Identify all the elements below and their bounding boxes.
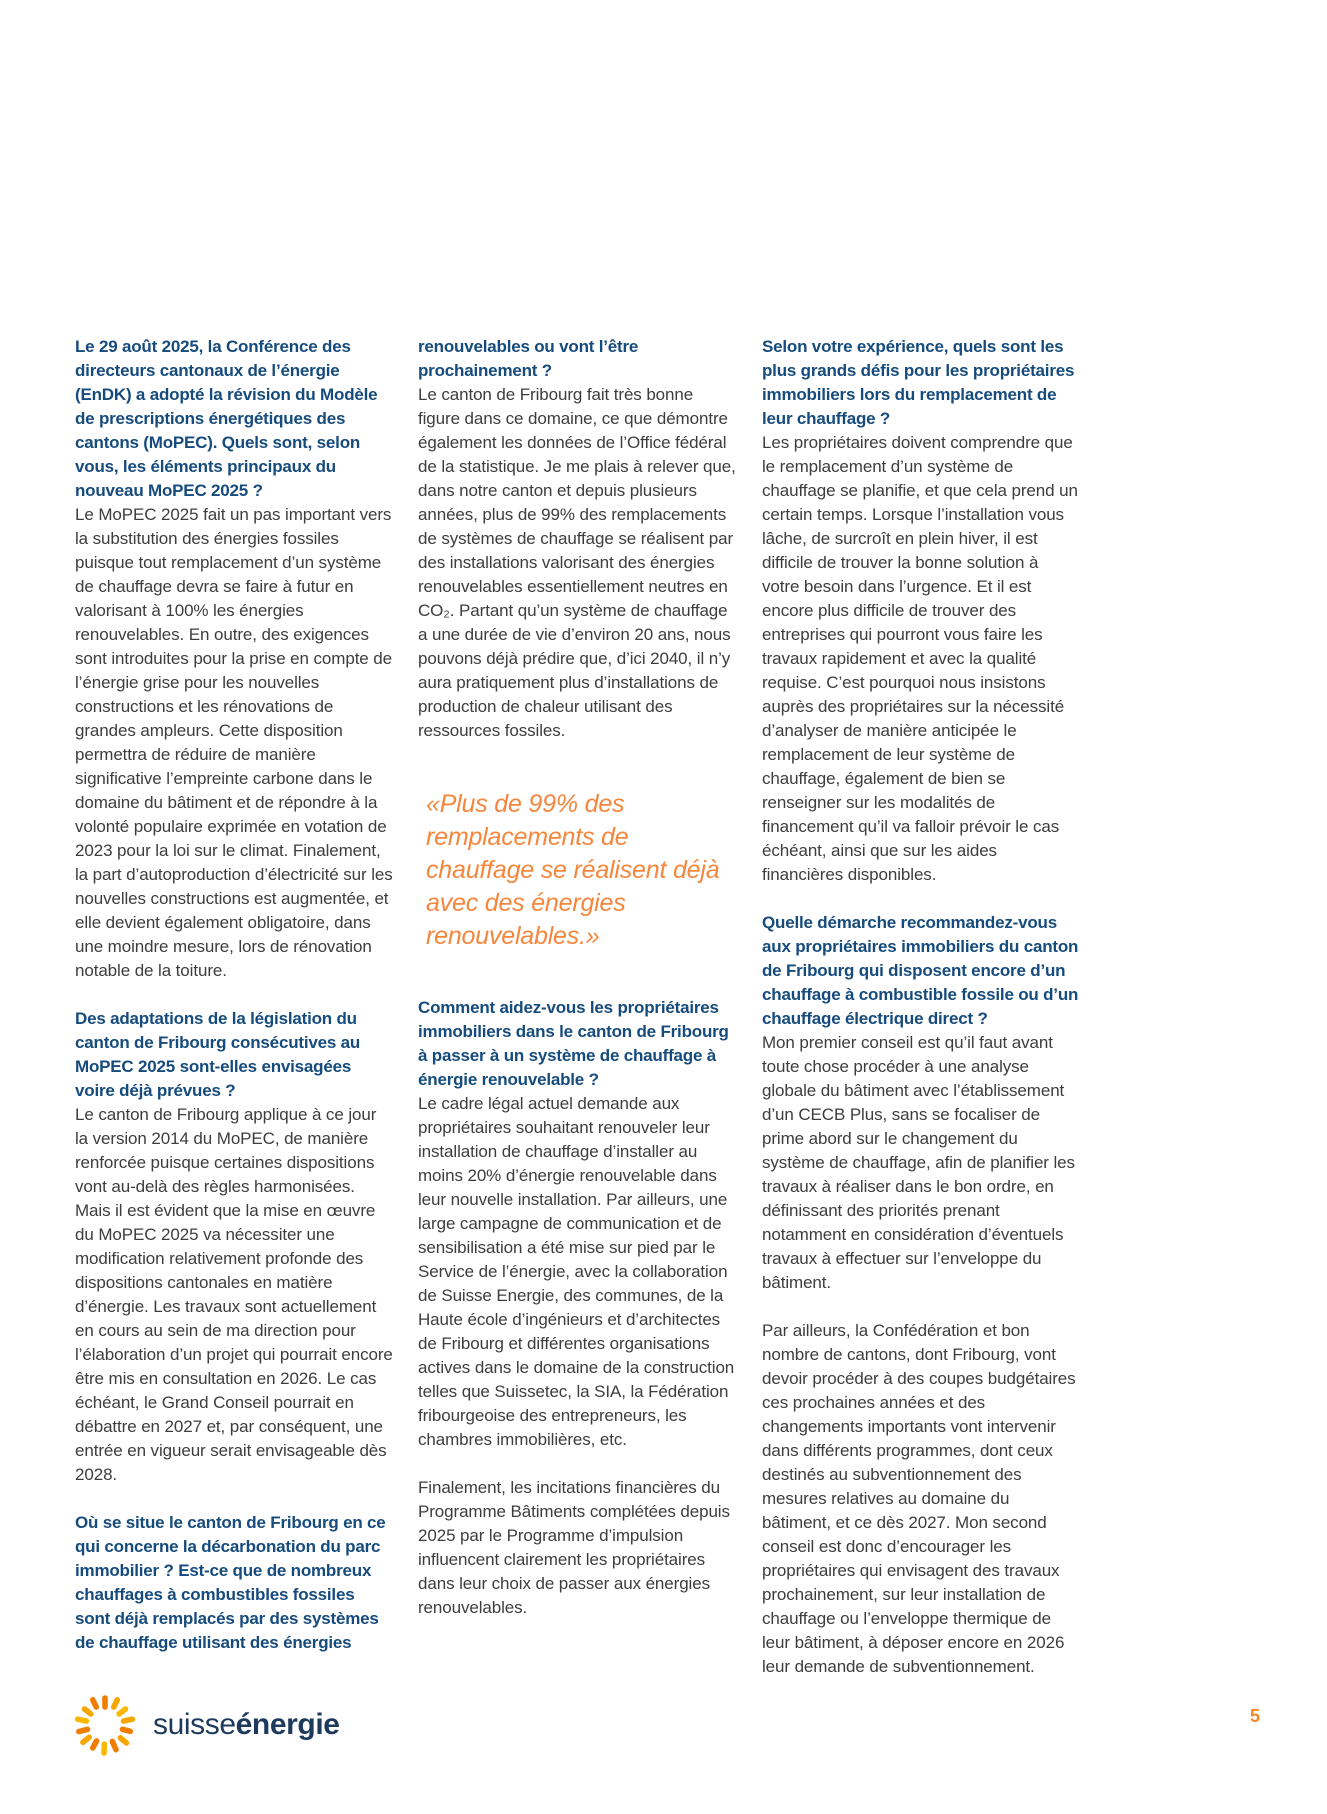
pull-quote: «Plus de 99% des remplacements de chauffage se réalisent déjà avec des énergies renouvelables.» [426, 790, 720, 950]
answer-paragraph: Le canton de Fribourg fait très bonne figure dans ce domaine, ce que démontre également les données de l’Office fédéral de la statistique. Je me plais à relever que, dans notre canton et depuis plusieurs années, plus de 99% des remplacements de systèmes de chauffage se réalisent par des installations valorisant des énergies renouvelables essentiellement neutres en CO₂. Partant qu’un système de chauffage a une durée de vie d’environ 20 ans, nous pouvons déjà prédire que, d’ici 2040, il n’y aura pratiquement plus d’installations de production de chaleur utilisant des ressources fossiles. [418, 385, 736, 740]
article-column-3 [762, 335, 1080, 1679]
question-heading: Quelle démarche recommandez-vous aux propriétaires immobiliers du canton de Fribourg qui disposent encore d’un chauffage à combustible fossile ou d’un chauffage électrique direct ? [762, 913, 1079, 1028]
question-heading: Selon votre expérience, quels sont les plus grands défis pour les propriétaires immobiliers lors du remplacement de leur chauffage ? [762, 337, 1075, 428]
question-heading: renouvelables ou vont l’être prochainement ? [418, 337, 639, 380]
logo-wordmark [153, 1710, 340, 1740]
logo-prefix: suisse [153, 1708, 236, 1741]
suisseenergie-logo [72, 1692, 340, 1758]
answer-paragraph: Les propriétaires doivent comprendre que le remplacement d’un système de chauffage se planifie, et que cela prend un certain temps. Lorsque l’installation vous lâche, de surcroît en plein hiver, il est difficile de trouver la bonne solution à votre besoin dans l’urgence. Et il est encore plus difficile de trouver des entreprises qui pourront vous faire les travaux rapidement et avec la qualité requise. C’est pourquoi nous insistons auprès des propriétaires sur la nécessité d’analyser de manière anticipée le remplacement de leur système de chauffage, également de bien se renseigner sur les modalités de financement qu’il va falloir prévoir le cas échéant, ainsi que sur les aides financières disponibles. [762, 433, 1078, 884]
question-heading: Le 29 août 2025, la Conférence des directeurs cantonaux de l’énergie (EnDK) a adopté la révision du Modèle de prescriptions énergétiques des cantons (MoPEC). Quels sont, selon vous, les éléments principaux du nouveau MoPEC 2025 ? [75, 337, 378, 500]
answer-paragraph: Le canton de Fribourg applique à ce jour la version 2014 du MoPEC, de manière renforcée puisque certaines dispositions vont au-delà des règles harmonisées. Mais il est évident que la mise en œuvre du MoPEC 2025 va nécessiter une modification relativement profonde des dispositions cantonales en matière d’énergie. Les travaux sont actuellement en cours au sein de ma direction pour l’élaboration d’un projet qui pourrait encore être mis en consultation en 2026. Le cas échéant, le Grand Conseil pourrait en débattre en 2027 et, par conséquent, une entrée en vigueur serait envisageable dès 2028. [75, 1105, 393, 1484]
logo-suffix: énergie [235, 1708, 340, 1741]
page-number: 5 [1249, 1706, 1260, 1726]
article-column-1 [75, 335, 393, 1655]
question-heading: Comment aidez-vous les propriétaires immobiliers dans le canton de Fribourg à passer à un système de chauffage à énergie renouvelable ? [418, 998, 729, 1089]
answer-paragraph: Le MoPEC 2025 fait un pas important vers la substitution des énergies fossiles puisque tout remplacement d’un système de chauffage devra se faire à futur en valorisant à 100% les énergies renouvelables. En outre, des exigences sont introduites pour la prise en compte de l’énergie grise pour les nouvelles constructions et les rénovations de grandes ampleurs. Cette disposition permettra de réduire de manière significative l’empreinte carbone dans le domaine du bâtiment et de répondre à la volonté populaire exprimée en votation de 2023 pour la loi sur le climat. Finalement, la part d’autoproduction d’électricité sur les nouvelles constructions est augmentée, et elle devient également obligatoire, dans une moindre mesure, lors de rénovation notable de la toiture. [75, 505, 393, 980]
question-heading: Des adaptations de la législation du canton de Fribourg consécutives au MoPEC 2025 sont-elles envisagées voire déjà prévues ? [75, 1009, 361, 1100]
sunburst-icon [72, 1692, 138, 1758]
question-heading: Où se situe le canton de Fribourg en ce qui concerne la décarbonation du parc immobilier ? Est-ce que de nombreux chauffages à combustibles fossiles sont déjà remplacés par des systèmes de chauffage utilisant des énergies [75, 1513, 386, 1652]
answer-paragraph: Finalement, les incitations financières du Programme Bâtiments complétées depuis 2025 par le Programme d’impulsion influencent clairement les propriétaires dans leur choix de passer aux énergies renouvelables. [418, 1478, 730, 1617]
answer-paragraph: Le cadre légal actuel demande aux propriétaires souhaitant renouveler leur installation de chauffage d’installer au moins 20% d’énergie renouvelable dans leur nouvelle installation. Par ailleurs, une large campagne de communication et de sensibilisation a été mise sur pied par le Service de l’énergie, avec la collaboration de Suisse Energie, des communes, de la Haute école d’ingénieurs et d’architectes de Fribourg et différentes organisations actives dans le domaine de la construction telles que Suissetec, la SIA, la Fédération fribourgeoise des entrepreneurs, les chambres immobilières, etc. [418, 1094, 735, 1449]
article-column-2 [418, 335, 736, 1620]
answer-paragraph: Par ailleurs, la Confédération et bon nombre de cantons, dont Fribourg, vont devoir procéder à des coupes budgétaires ces prochaines années et des changements importants vont intervenir dans différents programmes, dont ceux destinés au subventionnement des mesures relatives au domaine du bâtiment, et ce dès 2027. Mon second conseil est donc d’encourager les propriétaires qui envisagent des travaux prochainement, sur leur installation de chauffage ou l’enveloppe thermique de leur bâtiment, à déposer encore en 2026 leur demande de subventionnement. [762, 1321, 1076, 1676]
answer-paragraph: Mon premier conseil est qu’il faut avant toute chose procéder à une analyse globale du bâtiment avec l’établissement d’un CECB Plus, sans se focaliser de prime abord sur le changement du système de chauffage, afin de planifier les travaux à réaliser dans le bon ordre, en définissant des priorités prenant notamment en considération d’éventuels travaux à effectuer sur l’enveloppe du bâtiment. [762, 1033, 1075, 1292]
